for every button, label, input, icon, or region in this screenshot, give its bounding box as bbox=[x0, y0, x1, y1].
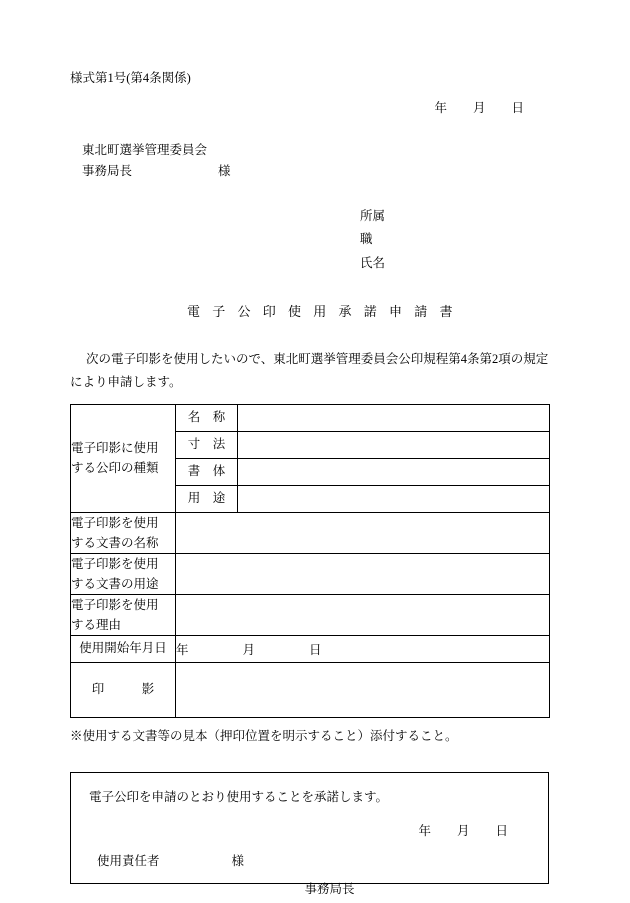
top-date-day: 日 bbox=[511, 100, 524, 115]
approval-date-line bbox=[85, 821, 534, 839]
table-row bbox=[71, 512, 550, 553]
doc-purpose-label-line1: 電子印影を使用 bbox=[71, 556, 159, 571]
sub-row-label-name: 名 称 bbox=[176, 404, 238, 431]
form-number: 様式第1号(第4条関係) bbox=[70, 71, 191, 85]
doc-reason-label-line2: する理由 bbox=[71, 617, 122, 632]
doc-reason-label-line1: 電子印影を使用 bbox=[71, 597, 159, 612]
top-date-line bbox=[70, 98, 560, 116]
seal-type-label-line2: する公印の種類 bbox=[71, 461, 159, 476]
table-row bbox=[71, 635, 550, 662]
applicant-affiliation: 所属 bbox=[360, 209, 386, 224]
approval-signer: 事務局長 bbox=[304, 881, 355, 896]
top-date-month: 月 bbox=[472, 100, 486, 115]
approval-responsible-line bbox=[85, 851, 534, 869]
start-date-year: 年 bbox=[176, 642, 189, 657]
table-row bbox=[71, 404, 550, 431]
seal-type-label-line1: 電子印影に使用 bbox=[71, 441, 159, 456]
table-row bbox=[71, 553, 550, 594]
doc-name-label-line2: する文書の名称 bbox=[71, 535, 159, 550]
start-date-value[interactable] bbox=[176, 635, 550, 662]
sub-row-label-use: 用 途 bbox=[176, 485, 238, 512]
start-date-day: 日 bbox=[309, 642, 322, 657]
sub-row-label-size: 寸 法 bbox=[176, 431, 238, 458]
doc-purpose-label-cell bbox=[71, 553, 176, 594]
addressee-title-line bbox=[82, 161, 560, 183]
start-date-month: 月 bbox=[242, 642, 256, 657]
addressee-title: 事務局長 bbox=[82, 164, 133, 179]
applicant-position: 職 bbox=[360, 232, 373, 247]
table-row bbox=[71, 662, 550, 717]
approval-responsible-label: 使用責任者 bbox=[97, 853, 160, 868]
doc-reason-label-cell bbox=[71, 594, 176, 635]
doc-purpose-label-line2: する文書の用途 bbox=[71, 576, 159, 591]
sub-row-value-size[interactable] bbox=[238, 431, 550, 458]
approval-statement: 電子公印を申請のとおり使用することを承諾します。 bbox=[89, 789, 389, 804]
top-date-year: 年 bbox=[434, 100, 447, 115]
approval-box bbox=[70, 772, 549, 896]
sub-row-value-use[interactable] bbox=[238, 485, 550, 512]
start-date-label: 使用開始年月日 bbox=[71, 635, 176, 662]
doc-name-value[interactable] bbox=[176, 512, 550, 553]
applicant-block bbox=[70, 205, 560, 274]
approval-date-year: 年 bbox=[418, 823, 431, 838]
doc-purpose-value[interactable] bbox=[176, 553, 550, 594]
intro-text: 次の電子印影を使用したいので、東北町選挙管理委員会公印規程第4条第2項の規定により申請します。 bbox=[70, 351, 549, 389]
approval-responsible-honorific: 様 bbox=[231, 853, 245, 868]
approval-date-month: 月 bbox=[456, 823, 470, 838]
applicant-name: 氏名 bbox=[360, 255, 386, 270]
sub-row-value-font[interactable] bbox=[238, 458, 550, 485]
intro-paragraph bbox=[70, 348, 560, 394]
seal-impression-label: 印 影 bbox=[71, 662, 176, 717]
addressee-honorific: 様 bbox=[218, 164, 231, 179]
sub-row-label-font: 書 体 bbox=[176, 458, 238, 485]
approval-date-day: 日 bbox=[495, 823, 508, 838]
table-row bbox=[71, 594, 550, 635]
seal-impression-value[interactable] bbox=[176, 662, 550, 717]
addressee-block bbox=[70, 140, 560, 184]
sub-row-value-name[interactable] bbox=[238, 404, 550, 431]
document-title: 電 子 公 印 使 用 承 諾 申 請 書 bbox=[186, 303, 457, 319]
doc-reason-value[interactable] bbox=[176, 594, 550, 635]
document-body bbox=[70, 70, 560, 896]
addressee-organization: 東北町選挙管理委員会 bbox=[82, 142, 208, 157]
doc-name-label-cell bbox=[71, 512, 176, 553]
seal-type-label-cell bbox=[71, 404, 176, 512]
attachment-note: ※使用する文書等の見本（押印位置を明示すること）添付すること。 bbox=[70, 728, 458, 743]
application-table bbox=[70, 404, 550, 718]
doc-name-label-line1: 電子印影を使用 bbox=[71, 515, 159, 530]
